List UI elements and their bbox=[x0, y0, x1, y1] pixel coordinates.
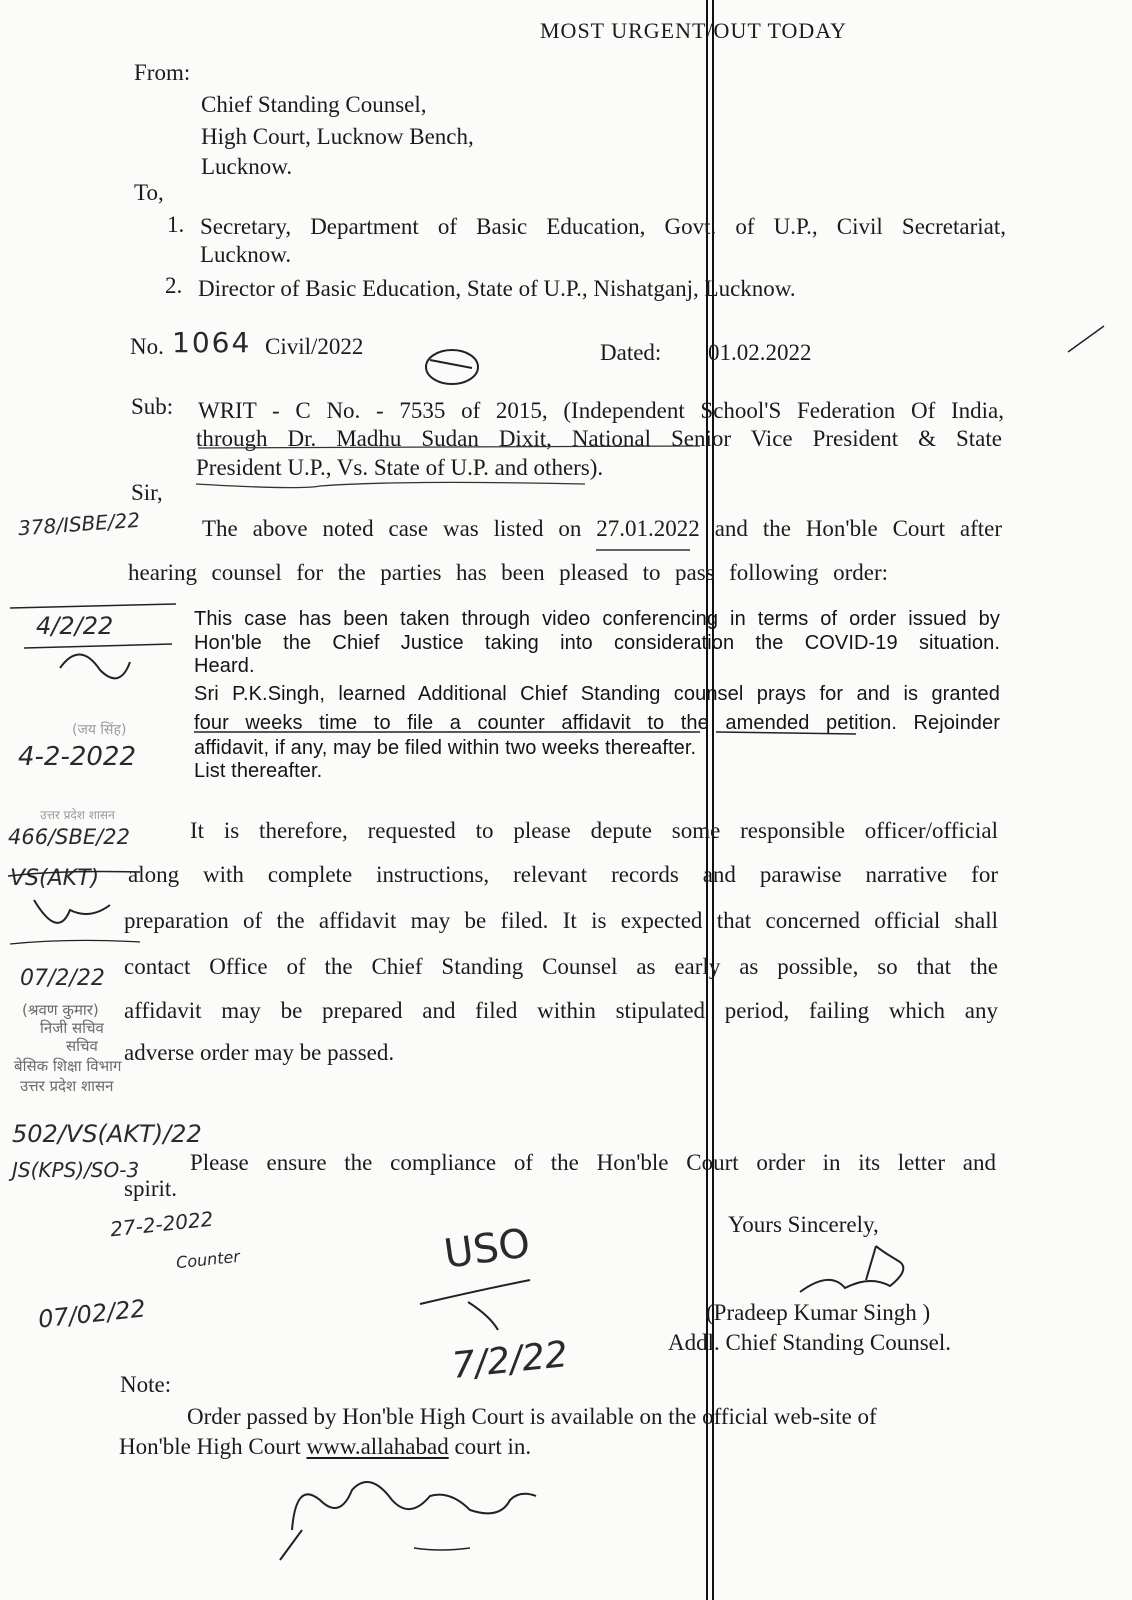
date-handwritten: 07/02/22 bbox=[36, 1294, 147, 1334]
dated-value: 01.02.2022 bbox=[708, 340, 812, 365]
order-line: This case has been taken through video conferencing in terms of order issued by bbox=[194, 608, 1000, 630]
closing-name: (Pradeep Kumar Singh ) bbox=[706, 1300, 931, 1325]
margin-ref-handwritten: VS(AKT) bbox=[10, 866, 100, 891]
ref-handwritten: JS(KPS)/SO-3 bbox=[12, 1158, 140, 1182]
closing-yours: Yours Sincerely, bbox=[728, 1212, 879, 1237]
body-intro-line: The above noted case was listed on 27.01.2022 and the Hon'ble Court after bbox=[202, 516, 1002, 541]
court-website-link[interactable]: www.allahabad bbox=[306, 1434, 449, 1459]
note-handwritten: 27-2-2022 bbox=[109, 1206, 215, 1242]
order-line: Sri P.K.Singh, learned Additional Chief Standing counsel prays for and is granted bbox=[194, 683, 1000, 705]
faint-stamp: (जय सिंह) bbox=[72, 722, 127, 738]
request-line: adverse order may be passed. bbox=[124, 1040, 395, 1065]
note-line-suffix: court in. bbox=[448, 1434, 532, 1459]
margin-initial-handwritten: 4/2/22 bbox=[36, 612, 114, 640]
recipient-number: 1. bbox=[167, 212, 185, 237]
from-line: Chief Standing Counsel, bbox=[201, 92, 427, 117]
hindi-stamp: निजी सचिव bbox=[40, 1019, 104, 1037]
order-line: List thereafter. bbox=[194, 760, 323, 782]
recipient-line: Director of Basic Education, State of U.P., Nishatganj, Lucknow. bbox=[198, 276, 796, 301]
ref-no-label: No. bbox=[130, 334, 164, 359]
dated-label: Dated: bbox=[600, 340, 662, 365]
recipient-line: Lucknow. bbox=[200, 242, 292, 267]
order-line: affidavit, if any, may be filed within two weeks thereafter. bbox=[194, 737, 697, 759]
compliance-line: Please ensure the compliance of the Hon'ble Court order in its letter and bbox=[190, 1150, 996, 1175]
from-line: Lucknow. bbox=[201, 154, 293, 179]
request-line: It is therefore, requested to please depute some responsible officer/official bbox=[190, 818, 998, 843]
recipient-line: Secretary, Department of Basic Education, Govt. of U.P., Civil Secretariat, bbox=[200, 214, 1006, 239]
order-line: four weeks time to file a counter affidavit to the amended petition. Rejoinder bbox=[194, 712, 1000, 734]
order-line: Hon'ble the Chief Justice taking into consideration the COVID-19 situation. bbox=[194, 632, 1000, 654]
note-line: Order passed by Hon'ble High Court is available on the official web-site of bbox=[187, 1404, 877, 1429]
body-intro-line: hearing counsel for the parties has been pleased to pass following order: bbox=[128, 560, 888, 585]
note-handwritten: Counter bbox=[175, 1246, 241, 1273]
scan-fold-line bbox=[706, 0, 708, 1600]
scan-fold-line bbox=[712, 0, 714, 1600]
recipient-number: 2. bbox=[165, 273, 183, 298]
request-line: preparation of the affidavit may be filed. It is expected that concerned official shall bbox=[124, 908, 998, 933]
from-line: High Court, Lucknow Bench, bbox=[201, 124, 474, 149]
urgency-header: MOST URGENT/OUT TODAY bbox=[540, 18, 848, 43]
uso-handwritten: USO bbox=[441, 1220, 533, 1278]
ref-handwritten: 502/VS(AKT)/22 bbox=[12, 1120, 202, 1148]
margin-date-handwritten: 07/2/22 bbox=[20, 966, 105, 991]
hindi-stamp: उत्तर प्रदेश शासन bbox=[20, 1077, 114, 1095]
request-line: affidavit may be prepared and filed within stipulated period, failing which any bbox=[124, 998, 998, 1023]
request-line: contact Office of the Chief Standing Counsel as early as possible, so that the bbox=[124, 954, 998, 979]
hindi-stamp: बेसिक शिक्षा विभाग bbox=[14, 1057, 122, 1075]
note-line bbox=[119, 1434, 531, 1460]
to-label: To, bbox=[134, 180, 164, 205]
margin-date-handwritten: 4-2-2022 bbox=[18, 742, 137, 772]
subject-label: Sub: bbox=[131, 394, 174, 419]
salutation: Sir, bbox=[131, 480, 163, 505]
margin-ref-handwritten: 466/SBE/22 bbox=[8, 825, 130, 849]
note-line-prefix: Hon'ble High Court bbox=[119, 1434, 307, 1459]
hindi-stamp: सचिव bbox=[66, 1037, 98, 1055]
margin-ref-handwritten: 378/ISBE/22 bbox=[17, 507, 141, 541]
subject-line: President U.P., Vs. State of U.P. and others). bbox=[196, 455, 604, 480]
note-label: Note: bbox=[120, 1372, 172, 1397]
from-label: From: bbox=[134, 60, 191, 85]
request-line: along with complete instructions, relevant records and parawise narrative for bbox=[128, 862, 998, 887]
faint-stamp: उत्तर प्रदेश शासन bbox=[40, 808, 115, 822]
ref-no-handwritten: 1064 bbox=[172, 326, 252, 359]
date-handwritten: 7/2/22 bbox=[450, 1334, 570, 1387]
closing-designation: Addl. Chief Standing Counsel. bbox=[668, 1330, 952, 1355]
order-line: Heard. bbox=[194, 655, 255, 677]
subject-line: through Dr. Madhu Sudan Dixit, National Senior Vice President & State bbox=[196, 426, 1002, 451]
ref-civil: Civil/2022 bbox=[265, 334, 364, 359]
compliance-line: spirit. bbox=[124, 1176, 178, 1201]
hindi-stamp: (श्रवण कुमार) bbox=[22, 1001, 99, 1019]
subject-line: WRIT - C No. - 7535 of 2015, (Independent School'S Federation Of India, bbox=[198, 398, 1004, 423]
